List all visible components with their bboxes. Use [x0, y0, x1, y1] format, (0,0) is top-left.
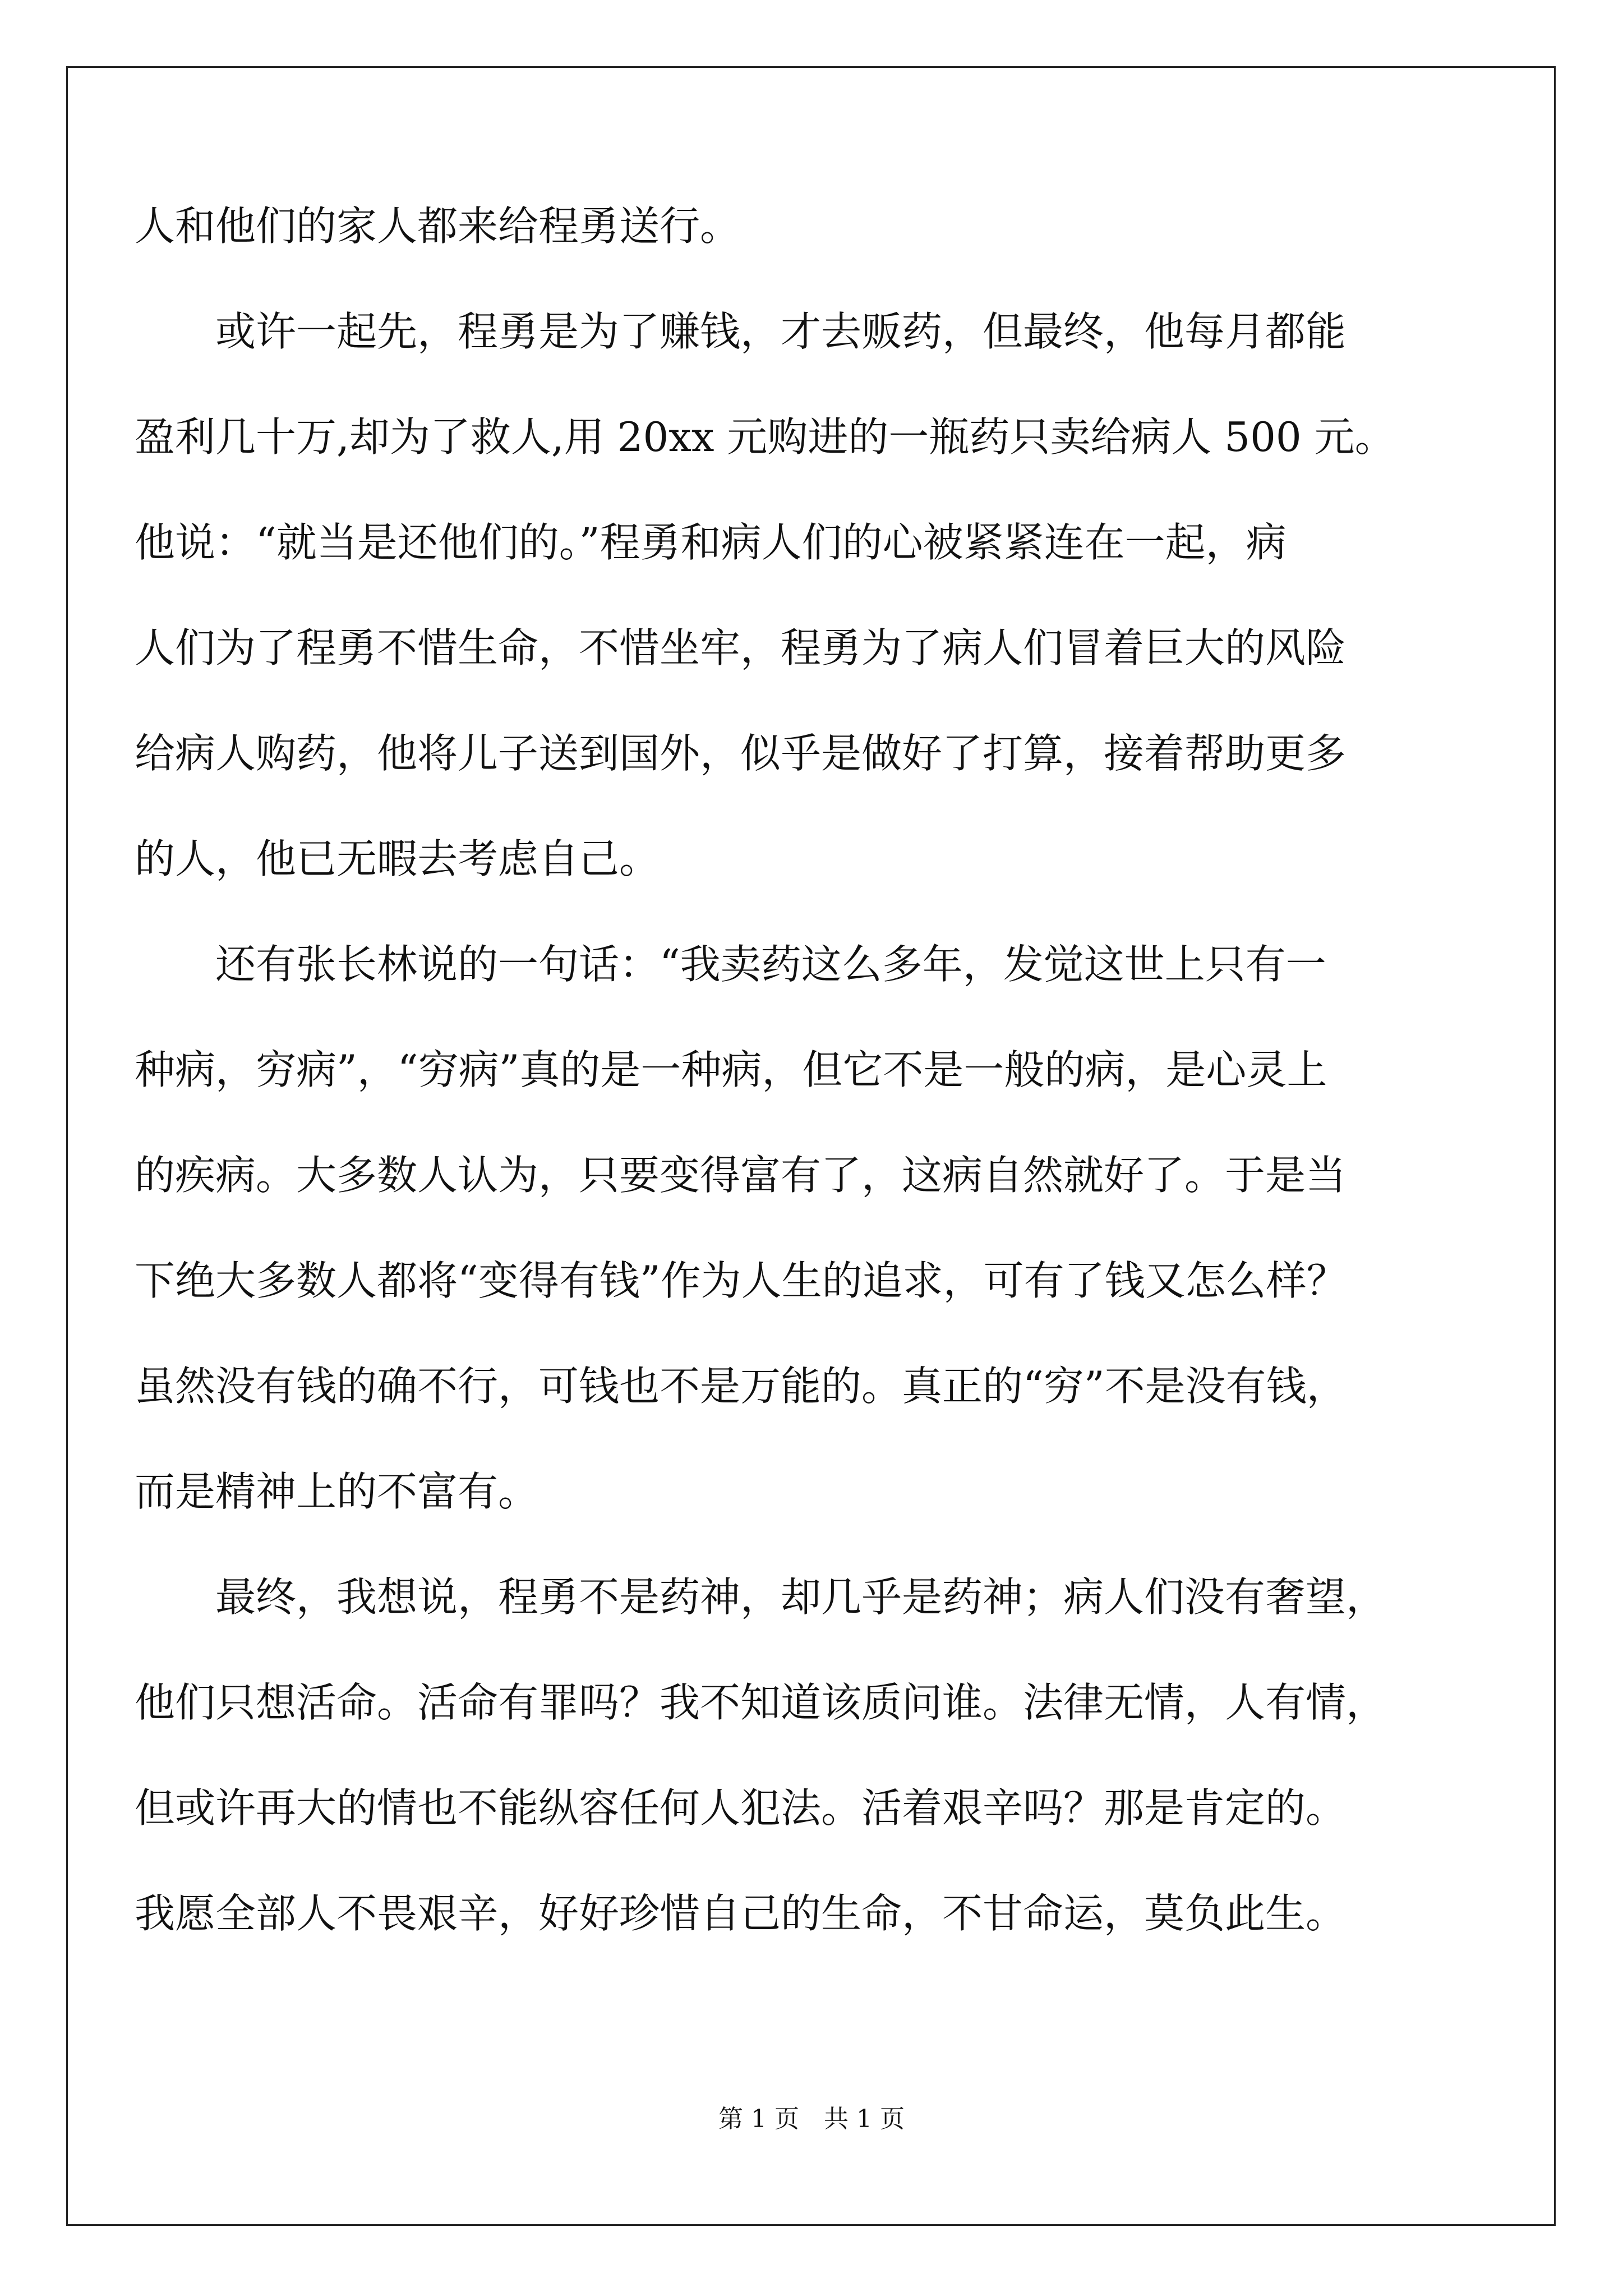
text-line: 人们为了程勇不惜生命，不惜坐牢，程勇为了病人们冒着巨大的风险 — [135, 624, 1347, 671]
text-line: 的人，他已无暇去考虑自己。 — [135, 835, 660, 882]
text-line: 他们只想活命。活命有罪吗？我不知道该质问谁。法律无情，人有情， — [135, 1679, 1387, 1726]
text-line: 盈利几十万,却为了救人,用 20xx 元购进的一瓶药只卖给病人 500 元。 — [135, 413, 1395, 461]
paragraph-start-line: 最终，我想说，程勇不是药神，却几乎是药神；病人们没有奢望， — [215, 1573, 1387, 1621]
text-line: 下绝大多数人都将“变得有钱”作为人生的追求，可有了钱又怎么样？ — [135, 1257, 1347, 1304]
paragraph-start-line: 还有张长林说的一句话：“我卖药这么多年，发觉这世上只有一 — [215, 941, 1326, 988]
page-number-footer: 第 1 页 共 1 页 — [718, 2105, 905, 2133]
text-line: 的疾病。大多数人认为，只要变得富有了，这病自然就好了。于是当 — [135, 1152, 1347, 1199]
text-line: 给病人购药，他将儿子送到国外，似乎是做好了打算，接着帮助更多 — [135, 730, 1347, 777]
text-line: 但或许再大的情也不能纵容任何人犯法。活着艰辛吗？那是肯定的。 — [135, 1784, 1347, 1832]
text-line: 我愿全部人不畏艰辛，好好珍惜自己的生命，不甘命运，莫负此生。 — [135, 1890, 1347, 1937]
text-line: 虽然没有钱的确不行，可钱也不是万能的。真正的“穷”不是没有钱， — [135, 1363, 1347, 1410]
text-line: 种病，穷病”，“穷病”真的是一种病，但它不是一般的病，是心灵上 — [135, 1046, 1327, 1093]
text-line: 人和他们的家人都来给程勇送行。 — [135, 203, 741, 250]
paragraph-start-line: 或许一起先，程勇是为了赚钱，才去贩药，但最终，他每月都能 — [215, 308, 1347, 355]
text-line: 而是精神上的不富有。 — [135, 1468, 539, 1515]
text-line: 他说：“就当是还他们的。”程勇和病人们的心被紧紧连在一起，病 — [135, 519, 1287, 566]
